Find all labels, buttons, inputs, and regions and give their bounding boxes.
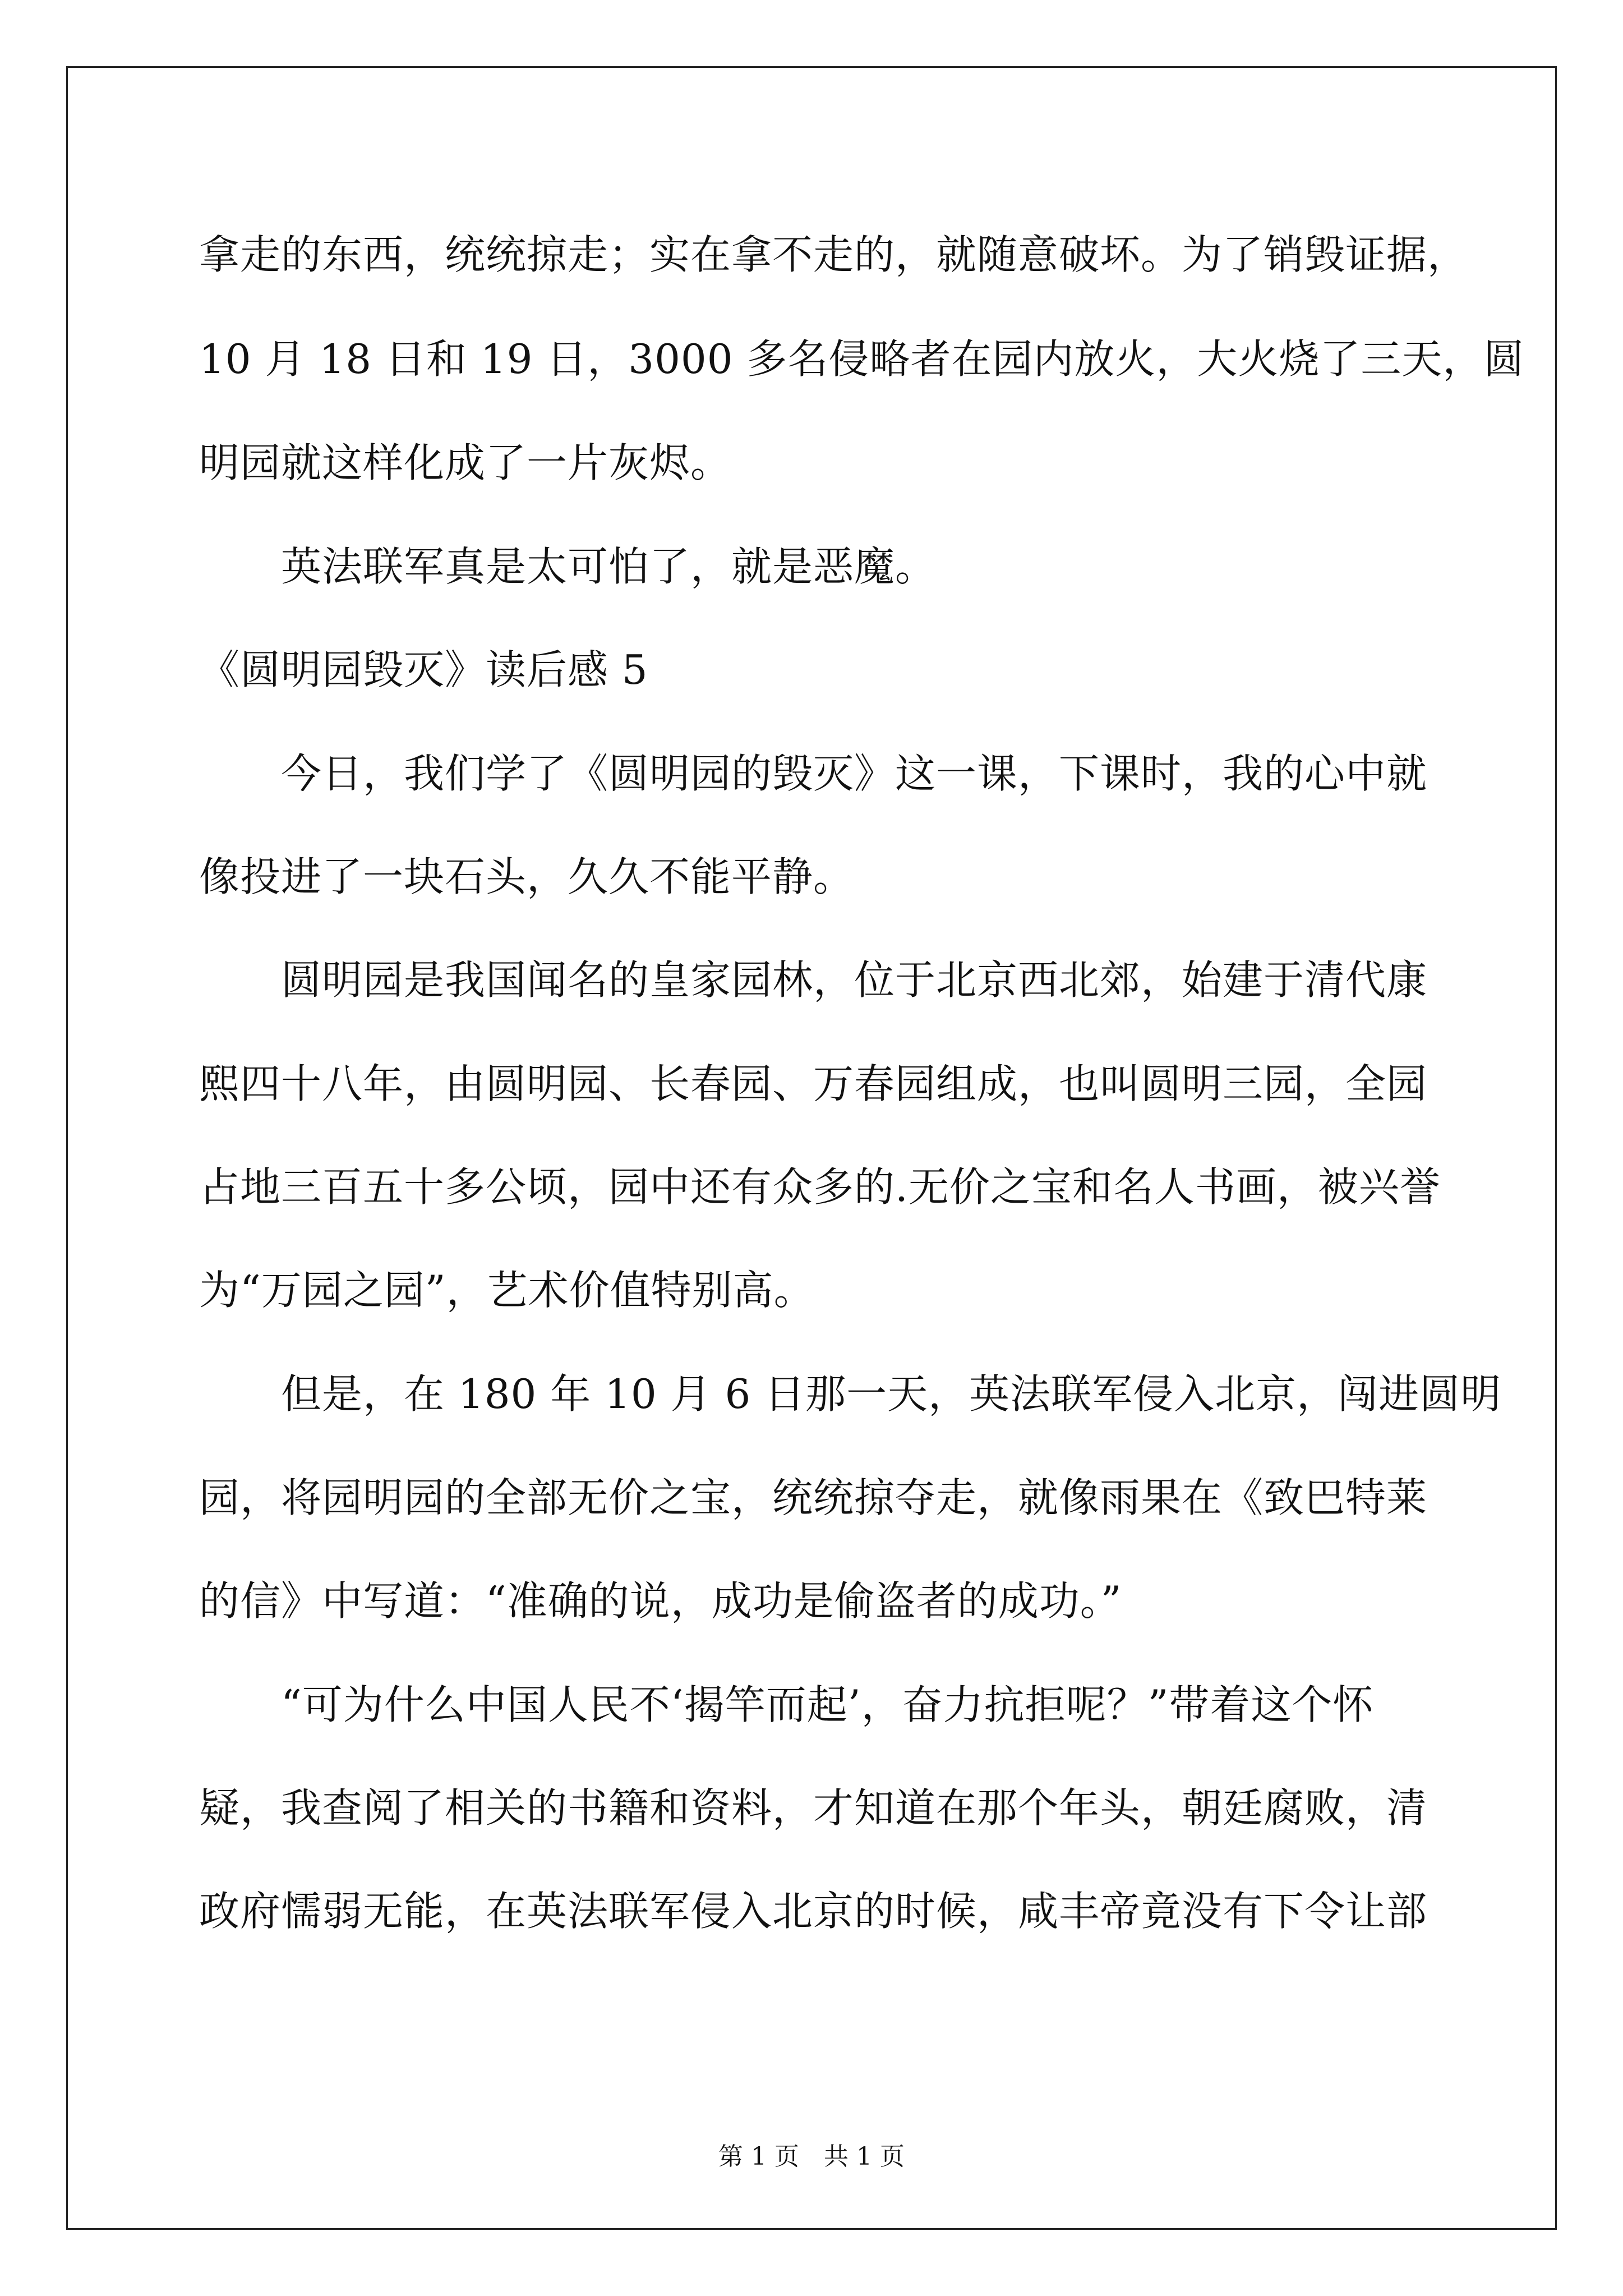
text-line: 园，将园明园的全部无价之宝，统统掠夺走，就像雨果在《致巴特莱 — [199, 1474, 1428, 1521]
text-line: 明园就这样化成了一片灰烬。 — [199, 439, 732, 486]
text-line: 为“万园之园”，艺术价值特别高。 — [199, 1267, 815, 1314]
text-line: “可为什么中国人民不‘揭竿而起’，奋力抗拒呢？”带着这个怀 — [281, 1681, 1374, 1728]
section-heading: 《圆明园毁灭》读后感 5 — [199, 646, 648, 693]
text-line: 圆明园是我国闻名的皇家园林，位于北京西北郊，始建于清代康 — [281, 956, 1428, 1004]
text-line: 但是，在 180 年 10 月 6 日那一天，英法联军侵入北京，闯进圆明 — [281, 1370, 1502, 1418]
text-line: 像投进了一块石头，久久不能平静。 — [199, 853, 855, 900]
page-number-footer: 第 1 页 共 1 页 — [718, 2142, 905, 2171]
text-line: 今日，我们学了《圆明园的毁灭》这一课，下课时，我的心中就 — [281, 750, 1428, 797]
text-line: 英法联军真是太可怕了，就是恶魔。 — [281, 543, 937, 590]
text-line: 拿走的东西，统统掠走；实在拿不走的，就随意破坏。为了销毁证据， — [199, 231, 1469, 278]
text-line: 熙四十八年，由圆明园、长春园、万春园组成，也叫圆明三园，全园 — [199, 1060, 1428, 1107]
text-line: 占地三百五十多公顷，园中还有众多的.无价之宝和名人书画，被兴誉 — [199, 1163, 1441, 1211]
text-line: 疑，我查阅了相关的书籍和资料，才知道在那个年头，朝廷腐败，清 — [199, 1784, 1428, 1832]
text-line: 的信》中写道：“准确的说，成功是偷盗者的成功。” — [199, 1577, 1122, 1625]
text-line: 政府懦弱无能，在英法联军侵入北京的时候，咸丰帝竟没有下令让部 — [199, 1888, 1428, 1935]
text-line: 10 月 18 日和 19 日，3000 多名侵略者在园内放火，大火烧了三天，圆 — [199, 335, 1525, 383]
